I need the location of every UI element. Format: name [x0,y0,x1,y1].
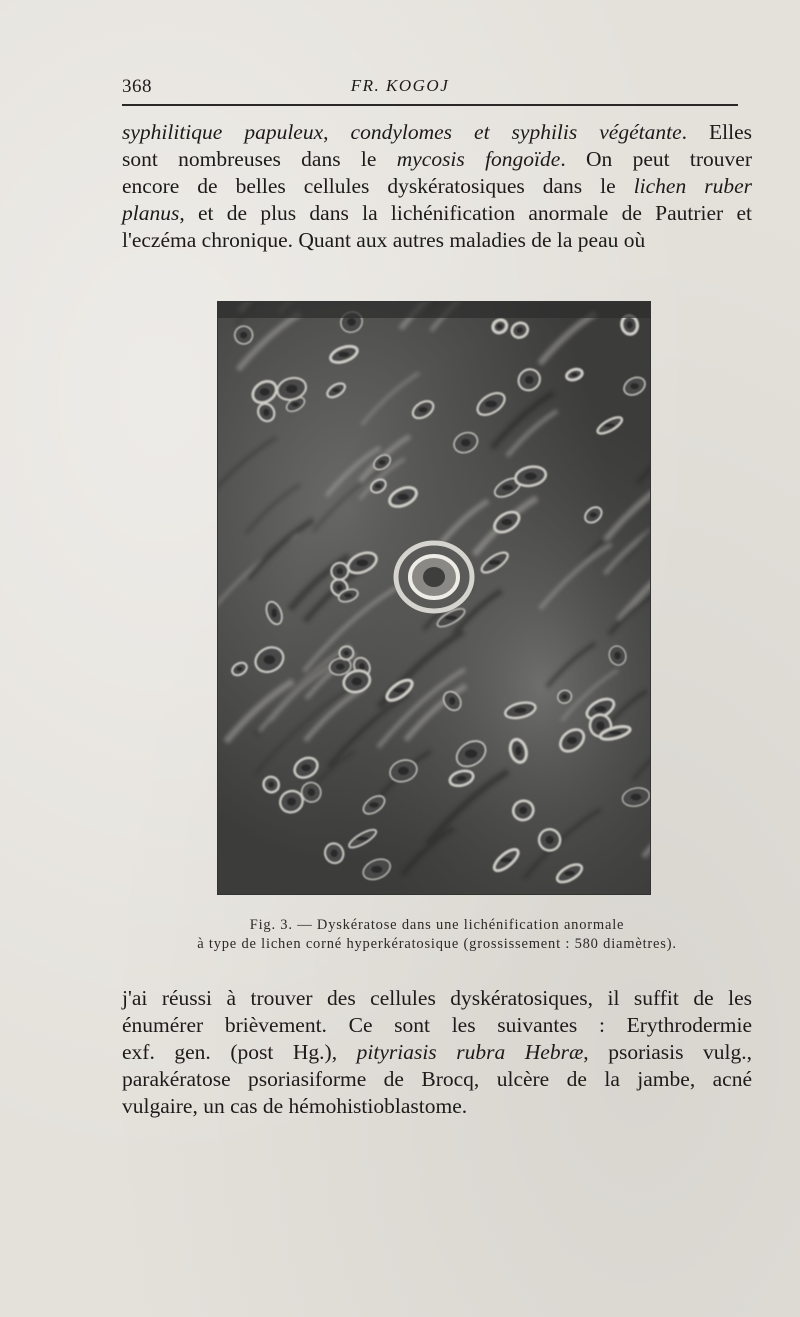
text-line [122,1039,752,1066]
italic-text: lichen ruber [633,174,753,198]
text-run: j'ai réussi à trouver des cellules dyskératosiques, il suffit de les [122,986,752,1010]
italic-text: syphilitique papuleux [122,120,324,144]
text-line [122,146,752,173]
text-line [122,119,752,146]
text-run: . Elles [681,120,752,144]
micrograph-figure [218,302,650,894]
header-rule [122,104,738,106]
text-run: , et de plus dans la lichénification anormale de Pautrier et [179,201,752,225]
text-run: parakératose psoriasiforme de Brocq, ulcère de la jambe, acné [122,1067,752,1091]
figure-caption [122,916,752,954]
text-run: exf. gen. (post Hg.), [122,1040,357,1064]
text-run: l'eczéma chronique. Quant aux autres maladies de la peau où [122,228,646,252]
italic-text: planus [122,201,180,225]
keratin-pearl [396,543,472,611]
text-line [122,1093,752,1120]
text-run: encore de belles cellules dyskératosiques dans le [122,174,634,198]
text-run: , [323,120,351,144]
text-line [122,173,752,200]
page-number: 368 [122,76,152,97]
text-line [122,227,752,254]
text-run: sont nombreuses dans le [122,147,397,171]
text-run: énumérer brièvement. Ce sont les suivantes : Erythrodermie [122,1013,752,1037]
text-run: vulgaire, un cas de hémohistioblastome. [122,1094,468,1118]
italic-text: condylomes et syphilis végétante [350,120,682,144]
text-line [122,1012,752,1039]
caption-line-1: Fig. 3. — Dyskératose dans une lichénification anormale [249,917,625,933]
italic-text: mycosis fongoïde [396,147,561,171]
running-title: FR. KOGOJ [350,76,450,95]
top-paragraph [122,119,752,254]
bottom-paragraph [122,985,752,1120]
micrograph-image [218,302,650,894]
caption-line-2: à type de lichen corné hyperkératosique (grossissement : 580 diamètres). [197,936,677,952]
page-header [0,72,800,102]
text-line [122,985,752,1012]
italic-text: pityriasis rubra Hebræ [356,1040,584,1064]
text-run: . On peut trouver [560,147,753,171]
text-line [122,1066,752,1093]
text-run: , psoriasis vulg., [583,1040,752,1064]
text-line [122,200,752,227]
